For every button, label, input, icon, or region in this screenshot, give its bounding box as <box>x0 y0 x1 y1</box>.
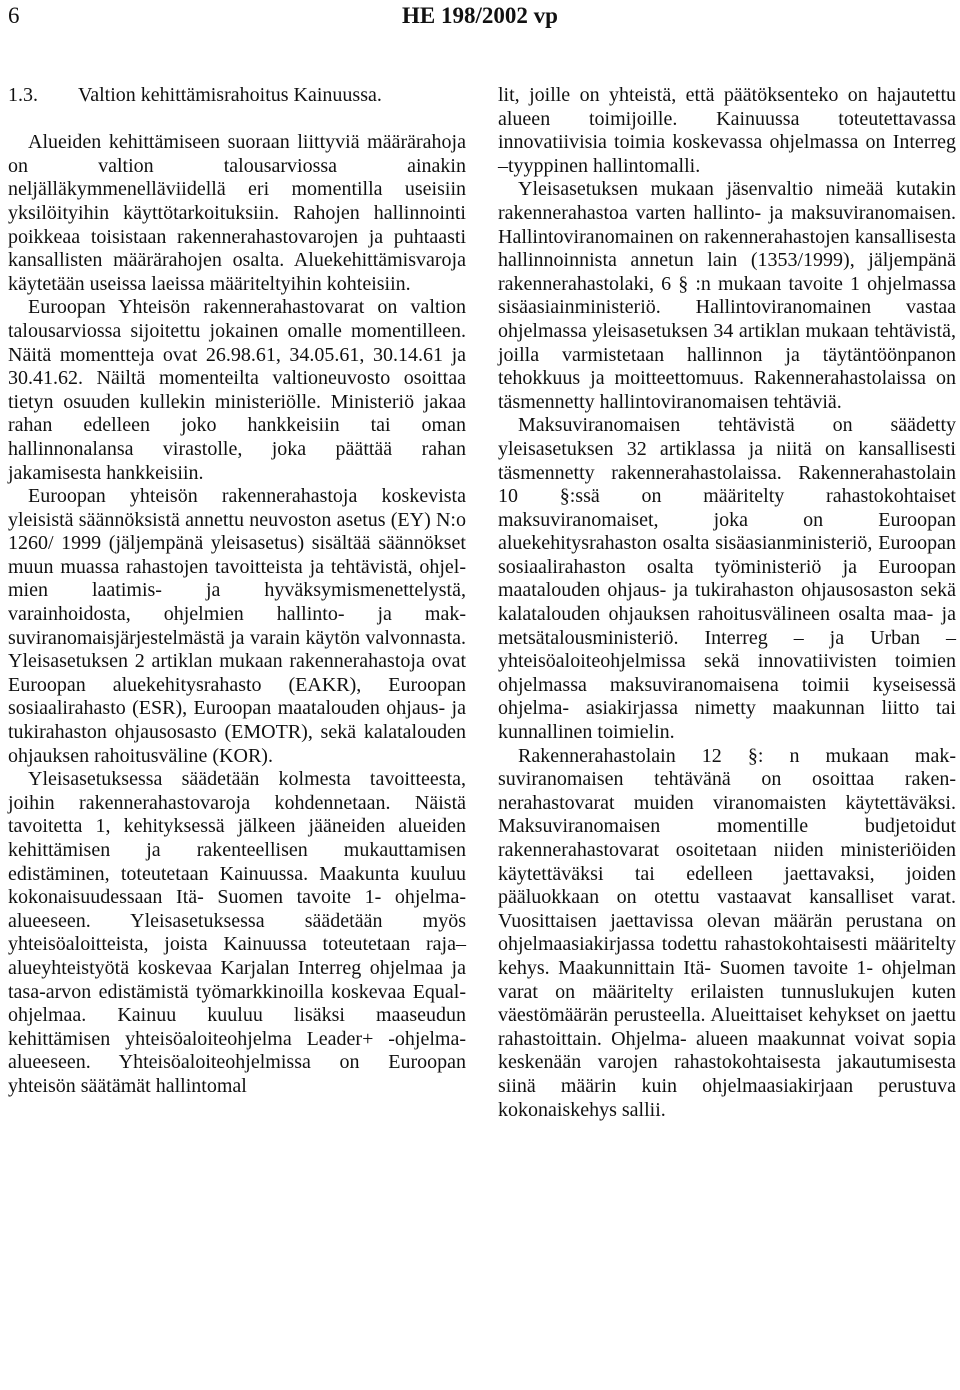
left-paragraph-1: Alueiden kehittämiseen suoraan liittyviä määrärahoja on valtion talousarviossa ainakin neljälläkymmenelläviidellä eri momentilla useisiin yksilöityihin käyttötarkoituksiin. Rahojen hallinnointi poikkeaa toisistaan rakennerahastovarojen ja puhtaasti kansallisten määrärahojen osalta. Aluekehittämisvaroja käytetään useissa laeissa määriteltyihin kohteisiin. <box>8 131 466 295</box>
left-paragraph-4: Yleisasetuksessa säädetään kolmesta tavoitteesta, joihin rakennerahastovaroja kohdennetaan. Näistä tavoitetta 1, kehityksessä jälkeen jääneiden alueiden kehittämisen ja rakenteellisen mukauttamisen edistäminen, toteutetaan Kainuussa. Maakunta kuuluu kokonaisuudessaan Itä- Suomen tavoite 1- ohjelma-alueeseen. Yleisasetuksessa säädetään myös yhteisöaloitteista, joista Kainuussa toteutetaan raja–alueyhteistyötä koskevaa Karjalan Interreg ohjelmaa ja tasa-arvon edistämistä työmarkkinoilla koskevaa Equal- ohjelmaa. Kainuu kuuluu lisäksi maaseudun kehittämisen yhteisöaloiteohjelma Leader+ -ohjelma-alueeseen. Yhteisöaloiteohjelmissa on Euroopan yhteisön säätämät hallintomal <box>8 768 466 1097</box>
section-heading <box>8 84 466 108</box>
right-paragraph-1: lit, joille on yhteistä, että päätöksenteko on hajautettu alueen toimijoille. Kainuussa toteutettavassa innovatiivisia toimia koskevassa ohjelmassa on Interreg –tyyppinen hallintomalli. <box>498 84 956 177</box>
page-number: 6 <box>8 3 20 28</box>
right-column <box>498 84 956 1122</box>
right-paragraph-4: Rakennerahastolain 12 §: n mukaan maksuviranomaisen tehtävänä on osoittaa rakennerahastovarat muiden viranomaisten käytettäväksi. Maksuviranomaisen momentille budjetoidut rakennerahastovarat osoitetaan niiden ministeriöiden käytettäväksi tai edelleen jaettavaksi, joiden pääluokkaan on otettu vastaavat kansalliset varat. Vuosittaisen jaettavissa olevan määrän perustana on ohjelmaasiakirjassa todettu rahastokohtaisesti määritelty kehys. Maakunnittain Itä- Suomen tavoite 1- ohjelman varat on määritelty erilaisten tunnuslukujen kuten väestömäärän perusteella. Alueittaiset kehykset on jaettu rahastoittain. Ohjelma- alueen maakunnat voivat sopia keskenään varojen rahastokohtaisesta jakautumisesta siinä määrin kuin ohjelmaasiakirjaan perustuva kokonaiskehys sallii. <box>498 744 956 1121</box>
right-paragraph-3: Maksuviranomaisen tehtävistä on säädetty yleisasetuksen 32 artiklassa ja niitä on kansallisesti täsmennetty rakennerahastolaissa. Rakennerahastolain 10 §:ssä on määritelty rahastokohtaiset maksuviranomaiset, joka on Euroopan aluekehitysrahaston osalta sisäasianministeriö, Euroopan sosiaalirahaston osalta työministeriö ja Euroopan maatalouden ohjaus- ja tukirahaston ohjausosaston sekä kalatalouden ohjauksen rahoitusvälineen osalta maa- ja metsätalousministeriö. Interreg – ja Urban – yhteisöaloiteohjelmissa sekä innovatiivisten toimien ohjelmassa maksuviranomaisena toimii kyseisessä ohjelma- asiakirjassa nimetty maakunnan liitto tai kunnallinen toimielin. <box>498 414 956 744</box>
page-header <box>0 0 960 40</box>
section-title: Valtion kehittämisrahoitus Kainuussa. <box>78 84 382 106</box>
document-id: HE 198/2002 vp <box>402 3 558 28</box>
section-number: 1.3. <box>8 84 38 106</box>
left-column <box>8 84 466 1099</box>
left-paragraph-2: Euroopan Yhteisön rakennerahastovarat on valtion talousarviossa sijoitettu jokainen omalle momentilleen. Näitä momentteja ovat 26.98.61, 34.05.61, 30.14.61 ja 30.41.62. Näiltä momenteilta valtioneuvosto osoittaa tietyn osuuden kullekin ministeriölle. Ministeriö jakaa rahan edelleen joko hankkeisiin tai oman hallinnonalansa virastolle, joka päättää rahan jakamisesta hankkeisiin. <box>8 296 466 484</box>
left-paragraph-3: Euroopan yhteisön rakennerahastoja koskevista yleisistä säännöksistä annettu neuvoston asetus (EY) N:o 1260/ 1999 (jäljempänä yleisasetus) sisältää säännökset muun muassa rahastojen tavoitteista ja tehtävistä, ohjelmien laatimis- ja hyväksymismenettelystä, varainhoidosta, ohjelmien hallinto- ja maksuviranomaisjärjestelmästä ja varain käytön valvonnasta. Yleisasetuksen 2 artiklan mukaan rakennerahastoja ovat Euroopan aluekehitysrahasto (EAKR), Euroopan sosiaalirahasto (ESR), Euroopan maatalouden ohjaus- ja tukirahaston ohjausosasto (EMOTR), sekä kalatalouden ohjauksen rahoitusväline (KOR). <box>8 485 466 767</box>
right-paragraph-2: Yleisasetuksen mukaan jäsenvaltio nimeää kutakin rakennerahastoa varten hallinto- ja maksuviranomaisen. Hallintoviranomainen on rakennerahastojen kansallisesta hallinnoinnista annetun lain (1353/1999), jäljempänä rakennerahastolaki, 6 § :n mukaan tavoite 1 ohjelmassa sisäasiainministeriö. Hallintoviranomainen vastaa ohjelmassa yleisasetuksen 34 artiklan mukaan tehtävistä, joilla varmistetaan hallinnon ja täytäntöönpanon tehokkuus ja moitteettomuus. Rakennerahastolaissa on täsmennetty hallintoviranomaisen tehtäviä. <box>498 178 956 413</box>
